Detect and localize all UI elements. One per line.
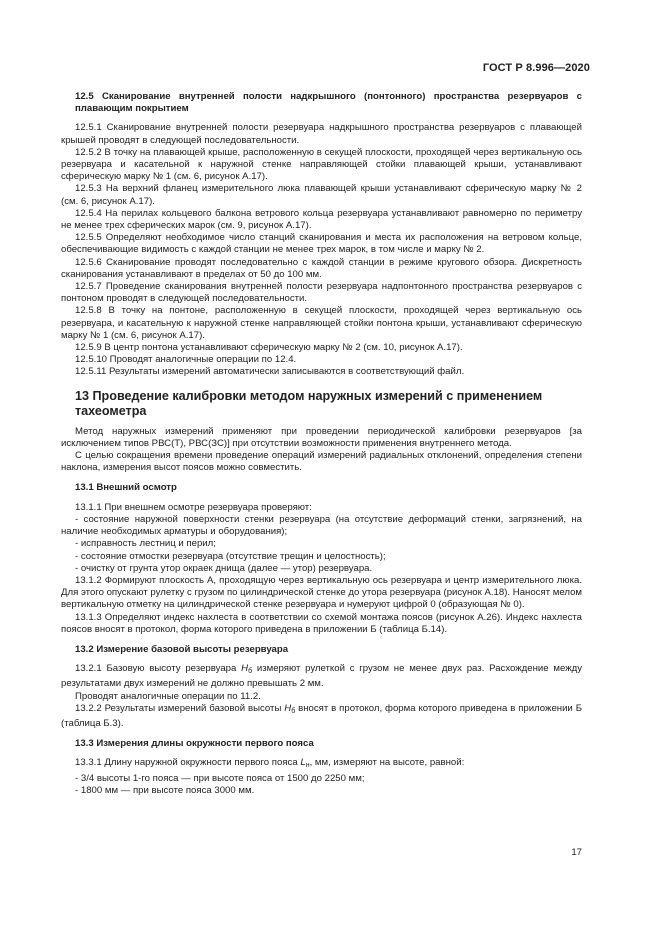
paragraph-12-5-8: 12.5.8 В точку на понтоне, расположенную в секущей плоскости, проходящей через вертикальную ось резервуара, и касательную к наружной стенке направляющей стойки понтона крыши, устанавливают сферическую марку № 1 (см. 6, рисунок А.17).	[61, 305, 582, 341]
paragraph-13-3-1	[61, 757, 582, 772]
text-part: 13.2.2 Результаты измерений базовой высоты	[75, 702, 285, 714]
text-part: , мм, измеряют на высоте, равной:	[309, 757, 465, 769]
section-13-1-heading: 13.1 Внешний осмотр	[75, 482, 177, 494]
paragraph-12-5-9: 12.5.9 В центр понтона устанавливают сферическую марку № 2 (см. 10, рисунок А.17).	[75, 342, 463, 354]
paragraph-12-5-7: 12.5.7 Проведение сканирования внутренней полости резервуара надпонтонного пространства резервуаров с понтоном проводят в следующей последовательности.	[61, 281, 582, 305]
symbol-subscript: б	[248, 668, 253, 676]
paragraph-13-2-1-note: Проводят аналогичные операции по 11.2.	[75, 690, 261, 702]
paragraph-13-1-2: 13.1.2 Формируют плоскость А, проходящую через вертикальную ось резервуара и центр измерительного люка. Для этого опускают рулетку с грузом по цилиндрической стенке до утора резервуара (рисунок А.18). Наносят мелом вертикальную отметку на цилиндрической стенке резервуара и нумеруют цифрой 0 (образующая № 0).	[61, 574, 582, 611]
paragraph-13-2-2	[61, 703, 582, 730]
text-part: вносят в протокол, форма которого приведена в приложении Б (таблица Б.3).	[61, 702, 582, 729]
section-13-3-heading: 13.3 Измерения длины окружности первого пояса	[75, 738, 314, 750]
paragraph-12-5-3: 12.5.3 На верхний фланец измерительного люка плавающей крыши устанавливают сферическую марку № 2 (см. 6, рисунок А.17).	[61, 183, 582, 207]
symbol-h: H	[241, 663, 249, 675]
paragraph-12-5-6: 12.5.6 Сканирование проводят последовательно с каждой станции в режиме кругового обзора. Дискретность сканирования устанавливают в пределах от 50 до 100 мм.	[61, 256, 582, 280]
paragraph-13-intro-1: Метод наружных измерений применяют при проведении периодической калибровки резервуаров [за исключением типов РВС(Т), РВС(ЗС)] при отсутствии возможности применения внутреннего метода.	[61, 425, 582, 449]
symbol-h: H	[284, 702, 292, 714]
section-13-2-heading: 13.2 Измерение базовой высоты резервуара	[75, 643, 289, 655]
list-item: - 1800 мм — при высоте пояса 3000 мм.	[75, 784, 255, 796]
paragraph-13-2-1	[61, 663, 582, 690]
paragraph-12-5-2: 12.5.2 В точку на плавающей крыше, расположенную в секущей плоскости, проходящей через вертикальную ось резервуара и касательной к наружной стенке направляющей стойки плавающей крыши, устанавливают сферическую марку № 1 (см. 6, рисунок А.17).	[61, 146, 582, 183]
document-body	[61, 91, 582, 797]
symbol-subscript: б	[291, 707, 296, 715]
section-12-5-heading: 12.5 Сканирование внутренней полости надкрышного (понтонного) пространства резервуаров с плавающим покрытием	[75, 91, 582, 115]
section-13-heading: 13 Проведение калибровки методом наружных измерений с применением тахеометра	[75, 388, 543, 419]
paragraph-12-5-11: 12.5.11 Результаты измерений автоматически записываются в соответствующий файл.	[75, 366, 465, 378]
symbol-subscript: н	[305, 762, 310, 770]
paragraph-12-5-10: 12.5.10 Проводят аналогичные операции по 12.4.	[75, 354, 297, 366]
list-item: - состояние отмостки резервуара (отсутствие трещин и целостность);	[75, 550, 386, 562]
text-part: 13.2.1 Базовую высоту резервуара	[75, 663, 242, 675]
list-item: - очистку от грунта утор окраек днища (далее — утор) резервуара.	[75, 562, 373, 574]
document-header: ГОСТ Р 8.996—2020	[482, 62, 590, 74]
paragraph-12-5-1: 12.5.1 Сканирование внутренней полости резервуара надкрышного пространства резервуаров с плавающей крышей проводят в следующей последовательности.	[61, 122, 582, 146]
list-item: - 3/4 высоты 1-го пояса — при высоте пояса от 1500 до 2250 мм;	[75, 772, 365, 784]
paragraph-13-1-3: 13.1.3 Определяют индекс нахлеста в соответствии со схемой монтажа поясов (рисунок А.26). Индекс нахлеста поясов вносят в протокол, форма которого приведена в приложении Б (таблица Б.14).	[61, 611, 582, 635]
list-item: - исправность лестниц и перил;	[75, 538, 216, 550]
symbol-l: L	[300, 757, 306, 769]
text-part: 13.3.1 Длину наружной окружности первого пояса	[75, 757, 301, 769]
list-item: - состояние наружной поверхности стенки резервуара (на отсутствие деформаций стенки, загрязнений, на наличие необходимых арматуры и оборудования);	[61, 513, 582, 538]
page-number: 17	[571, 847, 582, 858]
text-part: измеряют рулеткой с грузом не менее двух раз. Расхождение между результатами двух измерений не должно превышать 2 мм.	[61, 663, 583, 690]
paragraph-13-intro-2: С целью сокращения времени проведение операций измерений радиальных отклонений, определения степени наклона, измерения высот поясов можно совместить.	[61, 450, 582, 474]
paragraph-12-5-4: 12.5.4 На перилах кольцевого балкона ветрового кольца резервуара устанавливают равномерно по периметру не менее трех сферических марок (см. 9, рисунок А.17).	[61, 207, 582, 232]
paragraph-13-1-1: 13.1.1 При внешнем осмотре резервуара проверяют:	[75, 501, 312, 513]
paragraph-12-5-5: 12.5.5 Определяют необходимое число станций сканирования и места их расположения на ветровом кольце, обеспечивающие видимость с каждой станции не менее трех марок, в том числе и марку № 2.	[61, 232, 582, 256]
